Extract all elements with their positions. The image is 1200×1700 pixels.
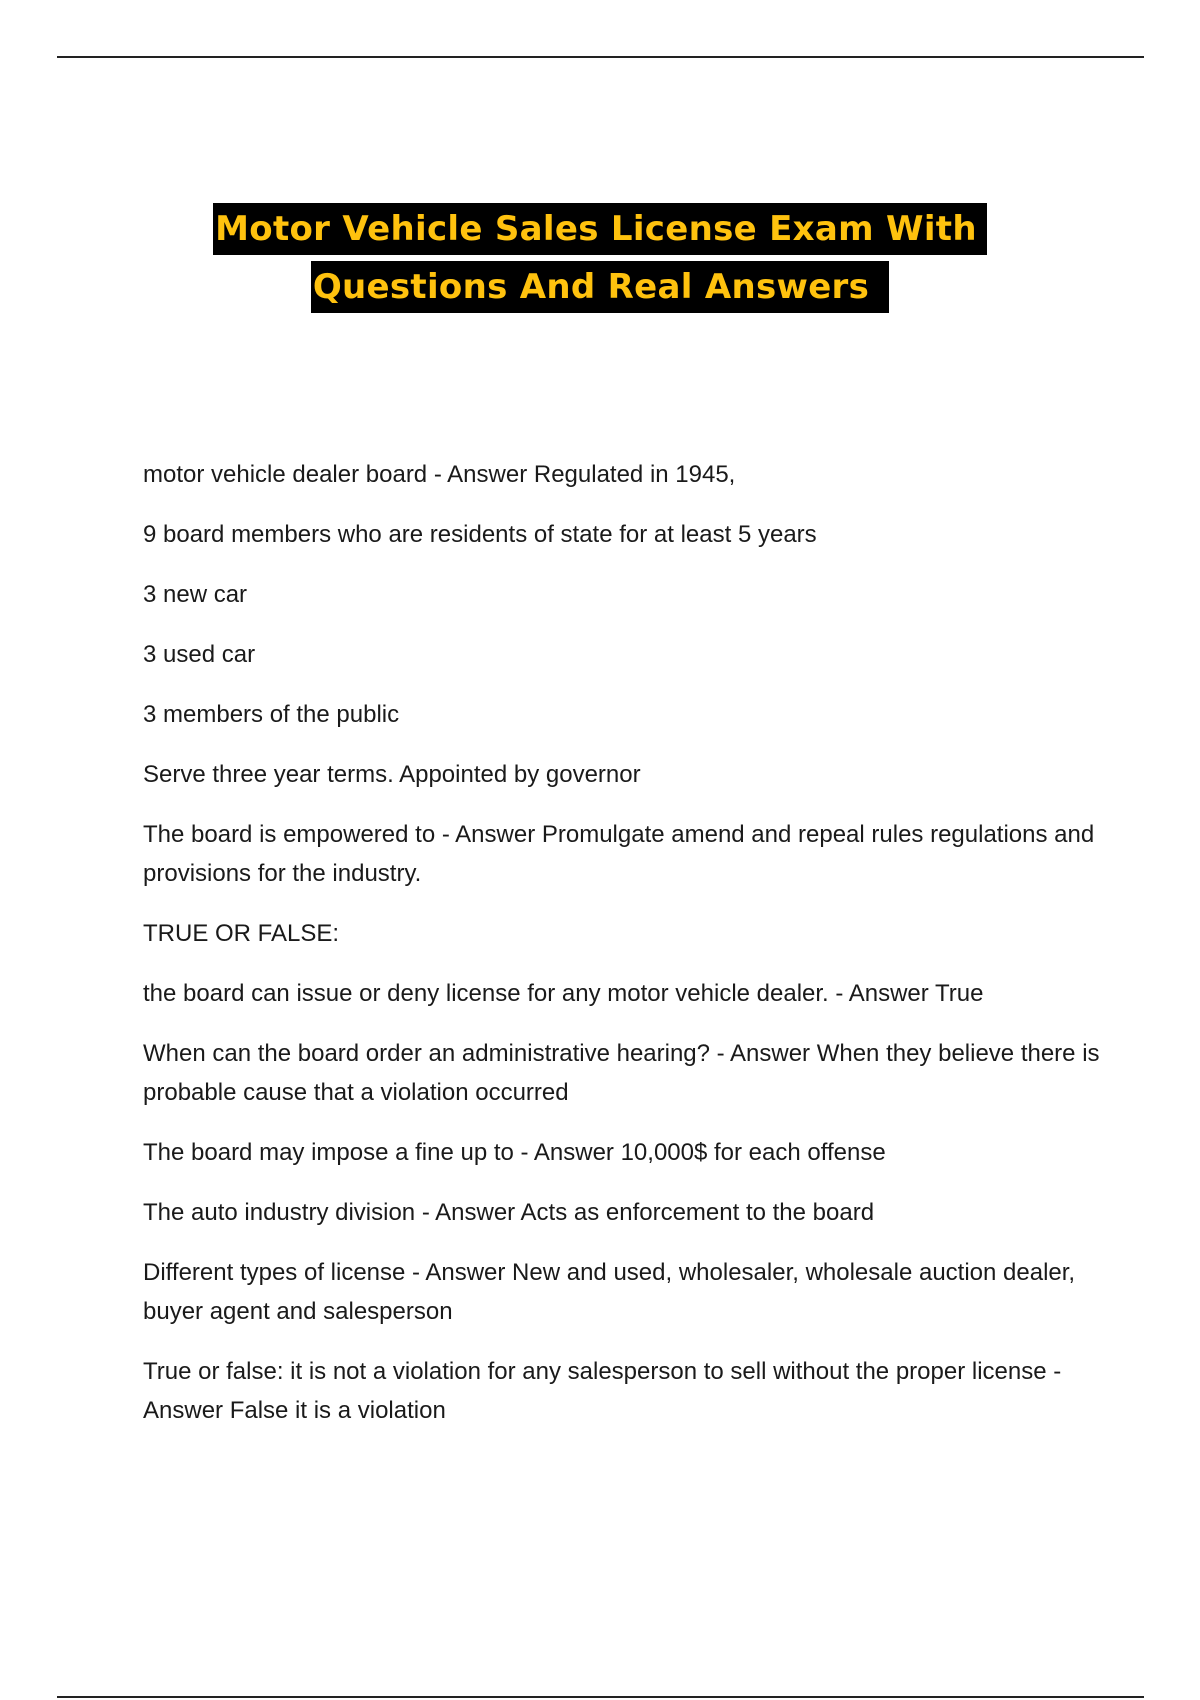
title-line-2: Questions And Real Answers [311,261,889,313]
paragraph: When can the board order an administrative hearing? - Answer When they believe there is probable cause that a violation occurred [143,1040,1100,1106]
paragraph: Serve three year terms. Appointed by governor [143,761,641,788]
paragraph: True or false: it is not a violation for any salesperson to sell without the proper license - Answer False it is a violation [143,1358,1062,1424]
paragraph: TRUE OR FALSE: [143,920,340,947]
paragraph: 3 new car [143,581,248,608]
paragraph: The auto industry division - Answer Acts as enforcement to the board [143,1199,875,1226]
paragraph: 3 used car [143,641,256,668]
paragraph: The board is empowered to - Answer Promulgate amend and repeal rules regulations and provisions for the industry. [143,821,1095,887]
document-title [0,203,1200,313]
paragraph: motor vehicle dealer board - Answer Regulated in 1945, [143,461,736,488]
paragraph: Different types of license - Answer New and used, wholesaler, wholesale auction dealer, buyer agent and salesperson [143,1259,1076,1325]
paragraph: the board can issue or deny license for any motor vehicle dealer. - Answer True [143,980,984,1007]
title-line-1: Motor Vehicle Sales License Exam With [213,203,987,255]
document-body [143,455,1103,1451]
bottom-rule [57,1696,1144,1698]
paragraph: The board may impose a fine up to - Answer 10,000$ for each offense [143,1139,886,1166]
top-rule [57,56,1144,58]
paragraph: 3 members of the public [143,701,400,728]
paragraph: 9 board members who are residents of state for at least 5 years [143,521,817,548]
